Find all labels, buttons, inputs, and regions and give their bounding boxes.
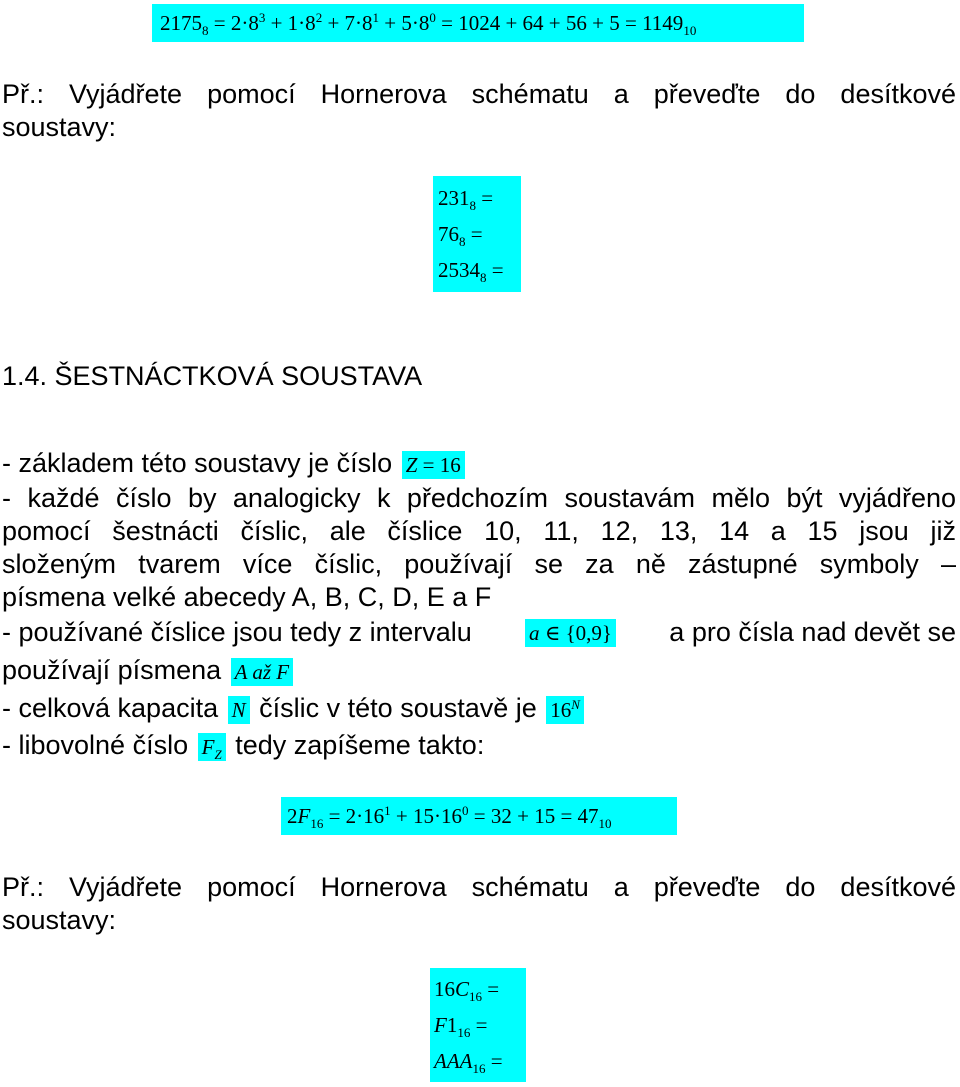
capacity-power-math: $16^N$ bbox=[546, 696, 584, 724]
bullet-interval: - používané číslice jsou tedy z intervalu a ∈ {0,9} a pro čísla nad devět se bbox=[2, 617, 956, 647]
section-title: 1.4. ŠESTNÁCTKOVÁ SOUSTAVA bbox=[2, 361, 423, 391]
exercise-1-item: $231_8$ = bbox=[438, 186, 494, 214]
bullet-letters: používají písmena A až F bbox=[2, 654, 295, 687]
exercise-2-prompt: Př.: Vyjádřete pomocí Hornerova schématu a převeďte do desítkové soustavy: bbox=[2, 872, 956, 935]
exercise-2-item: $F1_{16}$ = bbox=[434, 1013, 488, 1041]
letters-math: A až F bbox=[231, 658, 293, 686]
bullet-base: - základem této soustavy je číslo Z = 16 bbox=[2, 447, 467, 480]
base-math: Z = 16 bbox=[402, 451, 465, 479]
exercise-1-item: $2534_8$ = bbox=[438, 258, 504, 286]
interval-math: a ∈ {0,9} bbox=[525, 619, 616, 647]
exercise-1-prompt: Př.: Vyjádřete pomocí Hornerova schématu a převeďte do desítkové soustavy: bbox=[2, 79, 956, 142]
middle-equation: $2F_{16} = 2\cdot 16^1 + 15\cdot 16^0 = 32 + 15 = 47_{10}$ bbox=[281, 797, 677, 835]
capacity-math: N bbox=[228, 696, 250, 724]
bullet-capacity: - celková kapacita N číslic v této soustavě je $16^N$ bbox=[2, 692, 586, 725]
bullet-digits: - každé číslo by analogicky k předchozím soustavám mělo být vyjádřeno pomocí šestnácti číslic, ale číslice 10, 11, 12, 13, 14 a 15 jsou již složeným tvarem více číslic, používají se za ně zástupné symboly – písmena velké abecedy A, B, C, D, E a F bbox=[2, 483, 956, 612]
notation-math: $F_Z$ bbox=[198, 733, 226, 761]
exercise-1-item: $76_8$ = bbox=[438, 222, 483, 250]
exercise-1-list bbox=[433, 176, 521, 292]
exercise-2-item: $16C_{16}$ = bbox=[434, 977, 500, 1005]
exercise-2-list bbox=[430, 968, 526, 1082]
top-equation: $2175_8 = 2\cdot 8^3 + 1\cdot 8^2 + 7\cdot 8^1 + 5\cdot 8^0 = 1024 + 64 + 56 + 5 = 1149_{10}$ bbox=[152, 4, 804, 42]
bullet-notation: - libovolné číslo $F_Z$ tedy zapíšeme takto: bbox=[2, 730, 485, 763]
exercise-2-item: $AAA_{16}$ = bbox=[434, 1049, 503, 1077]
